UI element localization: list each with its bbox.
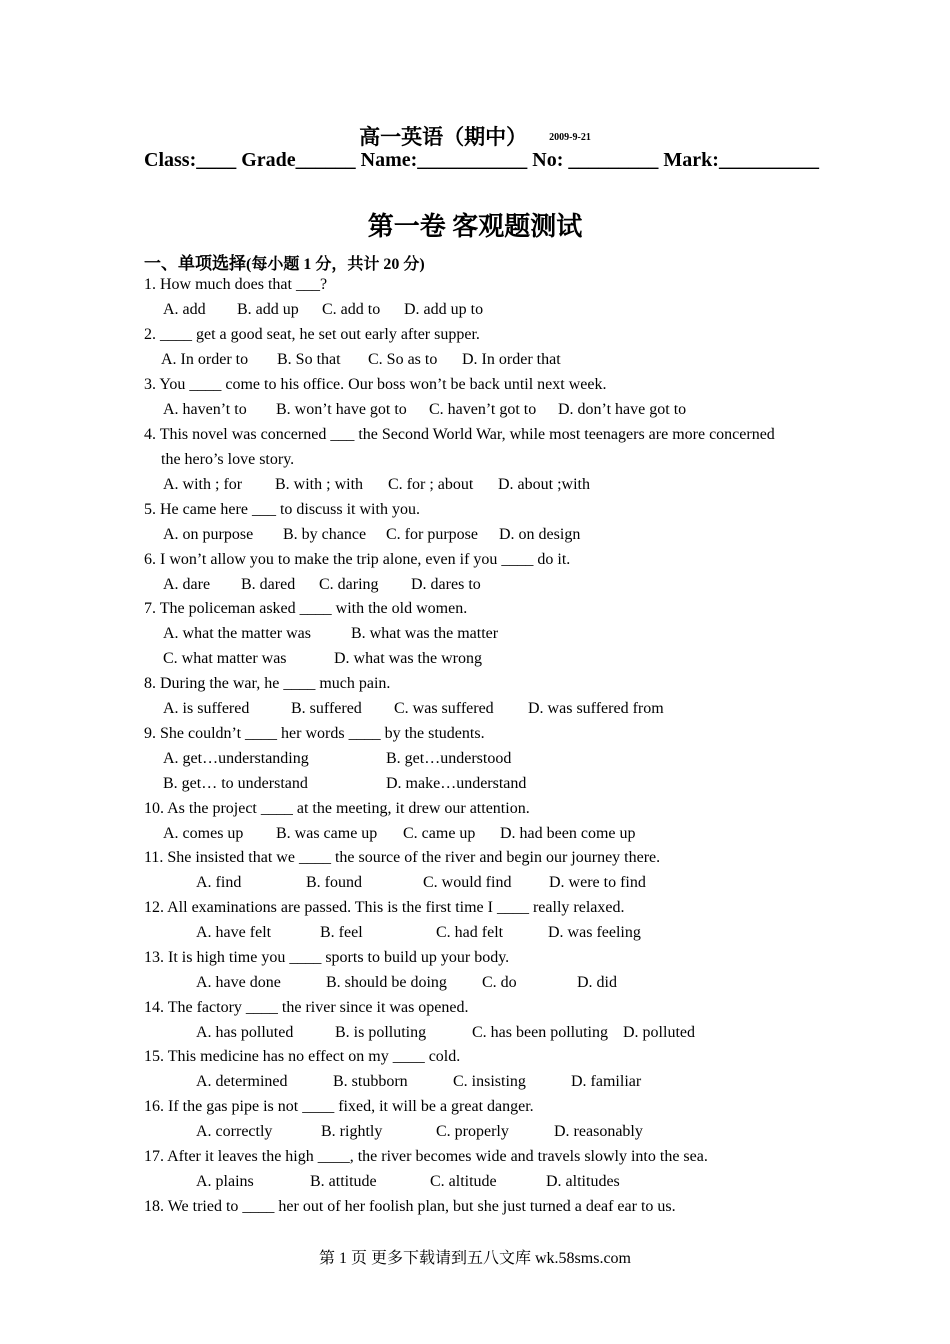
option: C. altitude [430, 1173, 497, 1190]
option: D. had been come up [500, 825, 636, 842]
option: B. with ; with [275, 476, 364, 493]
option: A. dare [163, 576, 211, 593]
option: C. was suffered [394, 700, 494, 717]
page-title [0, 121, 950, 151]
option: A. haven’t to [163, 401, 247, 418]
options-row-7b [0, 650, 950, 672]
option: B. should be doing [326, 974, 447, 991]
question-9: 9. She couldn’t ____ her words ____ by the students. [144, 725, 485, 742]
options-row-3 [0, 401, 950, 423]
options-row-16 [0, 1123, 950, 1145]
option: D. altitudes [546, 1173, 620, 1190]
option: C. do [482, 974, 517, 991]
question-3: 3. You ____ come to his office. Our boss won’t be back until next week. [144, 376, 607, 393]
option: A. correctly [196, 1123, 273, 1140]
options-row-5 [0, 526, 950, 548]
option: D. don’t have got to [558, 401, 687, 418]
option: C. has been polluting [472, 1024, 608, 1041]
option: B. get…understood [386, 750, 512, 767]
option: C. for purpose [386, 526, 478, 543]
option: B. is polluting [335, 1024, 427, 1041]
question-16: 16. If the gas pipe is not ____ fixed, it will be a great danger. [144, 1098, 534, 1115]
option: D. what was the wrong [334, 650, 482, 667]
option: A. find [196, 874, 242, 891]
question-4: 4. This novel was concerned ___ the Second World War, while most teenagers are more concerned [144, 426, 775, 443]
option: D. add up to [404, 301, 484, 318]
question-5: 5. He came here ___ to discuss it with you. [144, 501, 420, 518]
option: B. stubborn [333, 1073, 408, 1090]
option: C. what matter was [163, 650, 287, 667]
option: D. did [577, 974, 617, 991]
options-row-15 [0, 1073, 950, 1095]
exam-date: 2009-9-21 [549, 132, 591, 143]
option: D. about ;with [498, 476, 590, 493]
option: D. on design [499, 526, 581, 543]
option: C. properly [436, 1123, 509, 1140]
option: A. plains [196, 1173, 254, 1190]
options-row-8 [0, 700, 950, 722]
title-text: 高一英语（期中） [359, 125, 528, 149]
question-18: 18. We tried to ____ her out of her foolish plan, but she just turned a deaf ear to us. [144, 1198, 676, 1215]
options-row-17 [0, 1173, 950, 1195]
option: C. would find [423, 874, 512, 891]
option: B. suffered [291, 700, 362, 717]
options-row-9b [0, 775, 950, 797]
student-info-line: Class:____ Grade______ Name:___________ No: _________ Mark:__________ [144, 149, 819, 171]
option: D. polluted [623, 1024, 695, 1041]
option: A. has polluted [196, 1024, 294, 1041]
options-row-14 [0, 1024, 950, 1046]
option: D. familiar [571, 1073, 642, 1090]
option: A. what the matter was [163, 625, 311, 642]
option: B. dared [241, 576, 296, 593]
question-11: 11. She insisted that we ____ the source of the river and begin our journey there. [144, 849, 661, 866]
option: A. get…understanding [163, 750, 309, 767]
options-row-11 [0, 874, 950, 896]
question-7: 7. The policeman asked ____ with the old women. [144, 600, 468, 617]
option: D. were to find [549, 874, 646, 891]
options-row-7a [0, 625, 950, 647]
option: C. daring [319, 576, 379, 593]
option: A. have felt [196, 924, 272, 941]
options-row-2 [0, 351, 950, 373]
option: D. make…understand [386, 775, 527, 792]
option: C. came up [403, 825, 476, 842]
option: B. by chance [283, 526, 367, 543]
option: B. found [306, 874, 362, 891]
options-row-4 [0, 476, 950, 498]
section-title: 一、单项选择 [144, 254, 246, 273]
options-row-6 [0, 576, 950, 598]
option: A. on purpose [163, 526, 254, 543]
page-footer: 第 1 页 更多下载请到五八文库 wk.58sms.com [318, 1250, 631, 1267]
question-4-continued: the hero’s love story. [161, 451, 295, 468]
option: D. was suffered from [528, 700, 664, 717]
option: D. reasonably [554, 1123, 643, 1140]
question-10: 10. As the project ____ at the meeting, it drew our attention. [144, 800, 530, 817]
section-heading [144, 249, 425, 274]
question-2: 2. ____ get a good seat, he set out early after supper. [144, 326, 480, 343]
option: B. feel [320, 924, 363, 941]
option: B. attitude [310, 1173, 377, 1190]
option: A. with ; for [163, 476, 243, 493]
option: A. comes up [163, 825, 244, 842]
option: D. In order that [462, 351, 561, 368]
option: B. rightly [321, 1123, 383, 1140]
option: B. won’t have got to [276, 401, 407, 418]
option: B. So that [277, 351, 341, 368]
option: C. insisting [453, 1073, 526, 1090]
options-row-10 [0, 825, 950, 847]
question-12: 12. All examinations are passed. This is the first time I ____ really relaxed. [144, 899, 625, 916]
option: C. add to [322, 301, 381, 318]
question-1: 1. How much does that ___? [144, 276, 328, 293]
question-15: 15. This medicine has no effect on my ____ cold. [144, 1048, 461, 1065]
option: A. In order to [161, 351, 249, 368]
options-row-13 [0, 974, 950, 996]
option: B. what was the matter [351, 625, 499, 642]
options-row-1 [0, 301, 950, 323]
option: B. add up [237, 301, 299, 318]
options-row-12 [0, 924, 950, 946]
option: B. was came up [276, 825, 378, 842]
option: C. had felt [436, 924, 504, 941]
option: C. haven’t got to [429, 401, 537, 418]
question-8: 8. During the war, he ____ much pain. [144, 675, 391, 692]
volume-title: 第一卷 客观题测试 [367, 212, 583, 241]
option: C. So as to [368, 351, 438, 368]
option: A. add [163, 301, 206, 318]
question-6: 6. I won’t allow you to make the trip alone, even if you ____ do it. [144, 551, 571, 568]
option: C. for ; about [388, 476, 474, 493]
option: A. determined [196, 1073, 288, 1090]
section-subtitle: (每小题 1 分，共计 20 分) [246, 256, 425, 273]
question-14: 14. The factory ____ the river since it was opened. [144, 999, 469, 1016]
option: A. have done [196, 974, 281, 991]
option: A. is suffered [163, 700, 250, 717]
options-row-9a [0, 750, 950, 772]
option: D. dares to [411, 576, 481, 593]
option: B. get… to understand [163, 775, 308, 792]
question-17: 17. After it leaves the high ____, the river becomes wide and travels slowly into the sea. [144, 1148, 708, 1165]
option: D. was feeling [548, 924, 641, 941]
question-13: 13. It is high time you ____ sports to build up your body. [144, 949, 510, 966]
